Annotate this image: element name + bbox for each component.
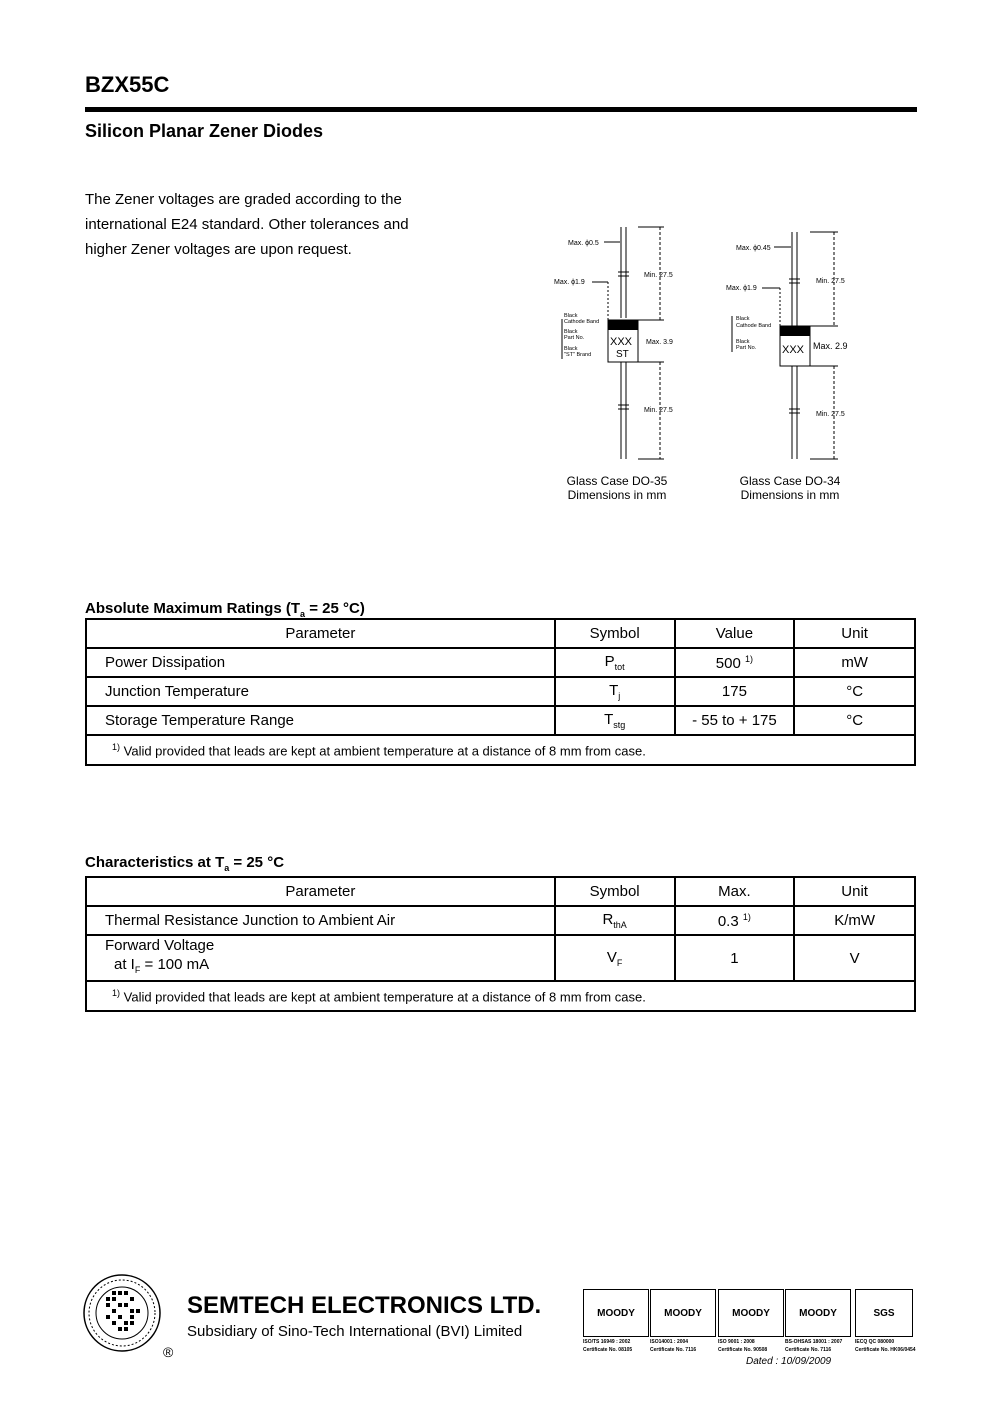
- cert-badge: [718, 1289, 784, 1353]
- characteristics-note-text: Valid provided that leads are kept at ambient temperature at a distance of 8 mm from case.: [120, 989, 646, 1005]
- characteristics-parameter: [86, 935, 555, 981]
- ratings-symbol-sub: stg: [613, 720, 626, 730]
- characteristics-max-main: 0.3: [717, 912, 739, 930]
- do35-caption-line-2: Dimensions in mm: [567, 488, 667, 502]
- intro-line-3: higher Zener voltages are upon request.: [85, 241, 352, 258]
- characteristics-symbol-main: V: [606, 948, 617, 966]
- do34-lead-bottom: Min. 27.5: [816, 411, 845, 418]
- do35-lead-dia: Max. ϕ0.5: [568, 240, 599, 247]
- do35-st-label-2: "ST" Brand: [564, 352, 592, 358]
- moody-logo: MOODY: [718, 1289, 784, 1337]
- header-rule: [85, 107, 917, 112]
- ratings-note-sup: 1): [112, 741, 121, 752]
- ratings-value: 175: [675, 677, 795, 706]
- do35-part-label-2: Part No.: [564, 335, 585, 341]
- table-row: [86, 906, 915, 935]
- ratings-note-text: Valid provided that leads are kept at ambient temperature at a distance of 8 mm from case.: [120, 743, 646, 759]
- forward-voltage-label: Forward Voltage: [105, 937, 215, 954]
- characteristics-parameter: Thermal Resistance Junction to Ambient Air: [86, 906, 555, 935]
- do34-part-label-1: Black: [736, 339, 750, 345]
- do35-body-dia: Max. ϕ1.9: [554, 279, 585, 286]
- do35-body-len: Max. 3.9: [646, 339, 673, 346]
- ratings-symbol-main: P: [604, 653, 615, 670]
- characteristics-symbol: [555, 906, 675, 935]
- intro-paragraph: [85, 187, 465, 262]
- characteristics-title: [85, 854, 284, 873]
- ratings-symbol: [555, 706, 675, 735]
- ratings-value: [675, 648, 795, 677]
- characteristics-note-sup: 1): [112, 987, 121, 998]
- part-number: BZX55C: [85, 72, 170, 97]
- company-subsidiary: Subsidiary of Sino-Tech International (BVI) Limited: [187, 1323, 523, 1340]
- do34-body-dia: Max. ϕ1.9: [726, 285, 757, 292]
- characteristics-title-suffix: = 25 °C: [229, 854, 285, 871]
- cert-standard: ISO14001 : 2004: [650, 1339, 689, 1345]
- cert-standard: BS-OHSAS 18001 : 2007: [785, 1339, 843, 1345]
- do35-part-label-1: Black: [564, 329, 578, 335]
- ratings-title-suffix: = 25 °C): [305, 600, 365, 617]
- characteristics-symbol-sub: F: [616, 957, 623, 968]
- characteristics-header-symbol: Symbol: [555, 877, 675, 906]
- cert-standard: ISO/TS 16949 : 2002: [583, 1339, 631, 1345]
- do34-body-len: Max. 2.9: [813, 341, 848, 351]
- ratings-symbol-sub: tot: [614, 662, 625, 672]
- moody-logo: MOODY: [583, 1289, 649, 1337]
- ratings-unit: °C: [794, 706, 915, 735]
- cert-badge: [583, 1289, 649, 1353]
- do35-band-label-2: Cathode Band: [564, 319, 600, 325]
- cert-number: Certificate No. 7116: [650, 1347, 697, 1353]
- cert-badge: [855, 1289, 916, 1353]
- ratings-title-sub: a: [300, 609, 306, 619]
- characteristics-title-prefix: Characteristics at T: [85, 854, 225, 871]
- characteristics-header-row: [86, 877, 915, 906]
- ratings-symbol: [555, 677, 675, 706]
- do35-brand: ST: [616, 349, 629, 360]
- cert-badge: [650, 1289, 716, 1353]
- characteristics-header-max: Max.: [675, 877, 795, 906]
- ratings-value-main: 500: [715, 654, 741, 672]
- ratings-note: [86, 735, 915, 765]
- cert-number: Certificate No. 90508: [718, 1347, 768, 1353]
- ratings-note-row: [86, 735, 915, 765]
- do34-caption: [715, 474, 865, 502]
- cert-standard: ISO 9001 : 2008: [718, 1339, 755, 1345]
- do34-band-label-2: Cathode Band: [736, 323, 772, 329]
- do35-st-label-1: Black: [564, 346, 578, 352]
- characteristics-symbol-sub: thA: [613, 920, 627, 930]
- do34-lead-top: Min. 27.5: [816, 278, 845, 285]
- characteristics-symbol: [555, 935, 675, 981]
- sgs-logo: SGS: [855, 1289, 913, 1337]
- do35-lead-bottom: Min. 27.5: [644, 407, 673, 414]
- do35-band-label-1: Black: [564, 313, 578, 319]
- do34-lead-dia: Max. ϕ0.45: [736, 245, 771, 252]
- ratings-header-parameter: Parameter: [86, 619, 555, 648]
- ratings-symbol-main: T: [604, 711, 614, 728]
- ratings-header-value: Value: [675, 619, 795, 648]
- registered-mark: ®: [163, 1344, 174, 1360]
- intro-line-2: international E24 standard. Other tolerances and: [85, 216, 409, 233]
- table-row: [86, 648, 915, 677]
- cert-badge: [785, 1289, 851, 1353]
- table-row: [86, 935, 915, 981]
- ratings-title-prefix: Absolute Maximum Ratings (T: [85, 600, 301, 617]
- characteristics-note: [86, 981, 915, 1011]
- ratings-table: [85, 618, 916, 766]
- forward-voltage-condition: [105, 955, 536, 980]
- ratings-parameter: Junction Temperature: [86, 677, 555, 706]
- characteristics-unit: V: [794, 935, 915, 981]
- cert-number: Certificate No. 08105: [583, 1347, 633, 1353]
- ratings-header-symbol: Symbol: [555, 619, 675, 648]
- do34-caption-line-2: Dimensions in mm: [740, 488, 840, 502]
- cert-number: Certificate No. 7116: [785, 1347, 832, 1353]
- do35-lead-top: Min. 27.5: [644, 272, 673, 279]
- subtitle: Silicon Planar Zener Diodes: [85, 121, 324, 141]
- ratings-value-sup: 1): [745, 653, 754, 664]
- table-row: [86, 706, 915, 735]
- company-name: SEMTECH ELECTRONICS LTD.: [187, 1292, 542, 1319]
- do35-caption-line-1: Glass Case DO-35: [566, 474, 668, 488]
- do34-caption-line-1: Glass Case DO-34: [739, 474, 841, 488]
- cert-number: Certificate No. HK06/0454: [855, 1347, 916, 1353]
- characteristics-max: 1: [675, 935, 795, 981]
- table-row: [86, 677, 915, 706]
- ratings-title: [85, 600, 365, 619]
- do35-marking: XXX: [610, 336, 633, 348]
- condition-suffix: = 100 mA: [140, 956, 210, 973]
- ratings-unit: mW: [794, 648, 915, 677]
- ratings-header-row: [86, 619, 915, 648]
- dated-text: Dated : 10/09/2009: [746, 1356, 832, 1367]
- ratings-parameter: Power Dissipation: [86, 648, 555, 677]
- semtech-logo: [82, 1273, 162, 1353]
- moody-logo: MOODY: [650, 1289, 716, 1337]
- characteristics-max-sup: 1): [742, 911, 751, 922]
- ratings-header-unit: Unit: [794, 619, 915, 648]
- ratings-symbol: [555, 648, 675, 677]
- condition-prefix: at I: [114, 956, 135, 973]
- ratings-unit: °C: [794, 677, 915, 706]
- moody-logo: MOODY: [785, 1289, 851, 1337]
- characteristics-unit: K/mW: [794, 906, 915, 935]
- cert-standard: IECQ QC 080000: [855, 1339, 895, 1345]
- characteristics-max: [675, 906, 795, 935]
- intro-line-1: The Zener voltages are graded according to the: [85, 191, 402, 208]
- ratings-value: - 55 to + 175: [675, 706, 795, 735]
- characteristics-header-unit: Unit: [794, 877, 915, 906]
- characteristics-title-sub: a: [224, 863, 230, 873]
- do34-part-label-2: Part No.: [736, 345, 757, 351]
- characteristics-symbol-main: R: [602, 911, 614, 928]
- characteristics-note-row: [86, 981, 915, 1011]
- ratings-symbol-main: T: [609, 682, 619, 699]
- do34-marking: XXX: [782, 344, 805, 356]
- condition-sub: F: [134, 965, 141, 975]
- ratings-parameter: Storage Temperature Range: [86, 706, 555, 735]
- do35-caption: [542, 474, 692, 502]
- do34-band-label-1: Black: [736, 316, 750, 322]
- package-diagrams: [548, 222, 868, 472]
- characteristics-table: [85, 876, 916, 1012]
- characteristics-header-parameter: Parameter: [86, 877, 555, 906]
- ratings-symbol-sub: j: [618, 691, 621, 701]
